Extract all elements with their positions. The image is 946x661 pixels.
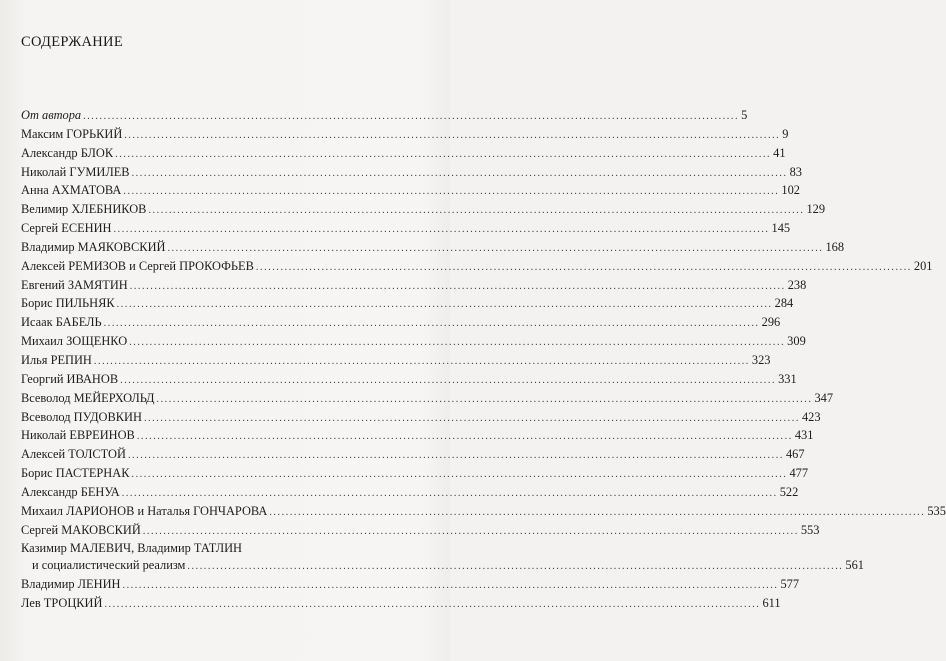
dot-leader: ................................................................................................................................................................: [93, 355, 750, 367]
toc-entry: [21, 145, 786, 164]
toc-entry-title: Борис ПАСТЕРНАК: [21, 466, 130, 481]
toc-entry-page-number: 331: [778, 371, 797, 386]
contents-heading: СОДЕРЖАНИЕ: [21, 34, 123, 50]
toc-entry: [21, 277, 807, 296]
toc-entry-page-number: 477: [789, 466, 809, 481]
toc-entry-page-number: 347: [814, 390, 834, 405]
toc-entry: [21, 390, 834, 409]
toc-entry-title: Всеволод ПУДОВКИН: [21, 409, 142, 424]
toc-entry-page-number: 296: [761, 315, 781, 330]
toc-entry-page-number: 561: [845, 558, 864, 573]
toc-entry-title: Максим ГОРЬКИЙ: [21, 126, 123, 141]
toc-entry-title: Борис ПИЛЬНЯК: [21, 296, 115, 311]
toc-entry-page-number: 102: [781, 183, 800, 198]
toc-entry-page-number: 201: [913, 258, 933, 273]
toc-entry-page-number: 238: [787, 277, 807, 292]
toc-entry-title: Исаак БАБЕЛЬ: [21, 315, 102, 330]
toc-entry-title: От автора: [21, 108, 82, 122]
toc-entry-page-number: 467: [785, 447, 805, 462]
table-of-contents: [21, 107, 946, 614]
dot-leader: ................................................................................................................................................................: [121, 487, 778, 499]
toc-entry: [21, 220, 791, 239]
dot-leader: ................................................................................................................................................................: [148, 205, 805, 217]
dot-leader: ................................................................................................................................................................: [115, 148, 772, 160]
toc-entry: [21, 484, 799, 503]
toc-entry-page-number: 323: [751, 352, 771, 367]
toc-entry: [21, 352, 771, 371]
toc-entry-title: Казимир МАЛЕВИЧ, Владимир ТАТЛИН: [21, 541, 242, 556]
dot-leader: ................................................................................................................................................................: [120, 374, 777, 386]
dot-leader: ................................................................................................................................................................: [127, 450, 784, 462]
toc-entry-page-number: 423: [801, 409, 821, 424]
toc-entry-page-number: 553: [800, 522, 820, 537]
toc-entry: [21, 164, 802, 183]
toc-entry-page-number: 522: [779, 484, 799, 499]
toc-entry-title: Всеволод МЕЙЕРХОЛЬД: [21, 390, 155, 405]
toc-entry-title: Сергей МАКОВСКИЙ: [21, 522, 141, 537]
dot-leader: ................................................................................................................................................................: [143, 412, 800, 424]
dot-leader: ................................................................................................................................................................: [124, 129, 781, 141]
toc-entry: [21, 371, 797, 390]
toc-entry-page-number: 41: [773, 145, 786, 160]
dot-leader: ................................................................................................................................................................: [103, 318, 760, 330]
toc-entry-page-number: 145: [771, 221, 791, 236]
dot-leader: ................................................................................................................................................................: [131, 469, 788, 481]
toc-entry-page-number: 577: [780, 577, 800, 592]
toc-entry-title: Александр БЛОК: [21, 145, 114, 160]
toc-entry: [21, 182, 800, 201]
toc-entry-page-number: 9: [782, 126, 789, 141]
toc-entry-page-number: 168: [825, 239, 845, 254]
dot-leader: ................................................................................................................................................................: [122, 580, 779, 592]
toc-entry-title: Алексей ТОЛСТОЙ: [21, 447, 126, 462]
toc-entry-title: Анна АХМАТОВА: [21, 183, 122, 198]
toc-entry-title-continued: и социалистический реализм: [32, 558, 186, 573]
toc-entry-title: Алексей РЕМИЗОВ и Сергей ПРОКОФЬЕВ: [21, 258, 254, 273]
toc-entry: [21, 258, 933, 277]
toc-entry-page-number: 83: [789, 164, 802, 179]
dot-leader: ................................................................................................................................................................: [255, 261, 912, 273]
toc-entry-title: Михаил ЗОЩЕНКО: [21, 334, 128, 349]
toc-entry-title: Илья РЕПИН: [21, 352, 92, 367]
toc-entry-page-number: 129: [806, 202, 826, 217]
toc-entry-title: Георгий ИВАНОВ: [21, 371, 119, 386]
dot-leader: ................................................................................................................................................................: [156, 393, 813, 405]
toc-entry: [21, 126, 789, 145]
toc-entry: [21, 239, 845, 258]
dot-leader: ................................................................................................................................................................: [131, 167, 788, 179]
toc-entry-page-number: 431: [794, 428, 814, 443]
dot-leader: ................................................................................................................................................................: [129, 280, 786, 292]
toc-entry-title: Владимир МАЯКОВСКИЙ: [21, 239, 166, 254]
toc-entry: [21, 427, 814, 446]
toc-entry: [21, 503, 946, 522]
toc-entry-page-number: 309: [787, 334, 806, 349]
toc-entry-title: Николай ГУМИЛЕВ: [21, 164, 130, 179]
dot-leader: ................................................................................................................................................................: [113, 224, 770, 236]
toc-entry-title: Николай ЕВРЕИНОВ: [21, 428, 135, 443]
dot-leader: ................................................................................................................................................................: [187, 561, 844, 573]
toc-entry: [21, 333, 806, 352]
toc-entry: [21, 540, 864, 576]
toc-entry: [21, 409, 821, 428]
toc-entry: [21, 595, 781, 614]
toc-entry-title: Сергей ЕСЕНИН: [21, 221, 112, 236]
toc-entry-page-number: 535: [927, 503, 946, 518]
dot-leader: ................................................................................................................................................................: [123, 186, 780, 198]
toc-entry: [21, 107, 748, 126]
toc-entry: [21, 576, 800, 595]
toc-entry-page-number: 611: [762, 595, 781, 610]
toc-entry: [21, 295, 794, 314]
toc-entry: [21, 314, 781, 333]
toc-entry-title: Евгений ЗАМЯТИН: [21, 277, 128, 292]
toc-entry-title: Александр БЕНУА: [21, 484, 120, 499]
toc-entry-title: Велимир ХЛЕБНИКОВ: [21, 202, 147, 217]
dot-leader: ................................................................................................................................................................: [269, 506, 926, 518]
dot-leader: ................................................................................................................................................................: [104, 598, 761, 610]
toc-entry: [21, 201, 826, 220]
toc-entry-page-number: 284: [774, 296, 794, 311]
dot-leader: ................................................................................................................................................................: [116, 299, 773, 311]
dot-leader: ................................................................................................................................................................: [83, 111, 740, 122]
toc-entry: [21, 522, 820, 541]
dot-leader: ................................................................................................................................................................: [167, 242, 824, 254]
toc-entry: [21, 465, 809, 484]
toc-entry-title: Владимир ЛЕНИН: [21, 577, 121, 592]
toc-entry: [21, 446, 805, 465]
dot-leader: ................................................................................................................................................................: [136, 431, 793, 443]
toc-entry-page-number: 5: [741, 108, 748, 122]
dot-leader: ................................................................................................................................................................: [142, 525, 799, 537]
toc-entry-title: Михаил ЛАРИОНОВ и Наталья ГОНЧАРОВА: [21, 503, 268, 518]
dot-leader: ................................................................................................................................................................: [129, 337, 786, 349]
toc-entry-title: Лев ТРОЦКИЙ: [21, 595, 103, 610]
